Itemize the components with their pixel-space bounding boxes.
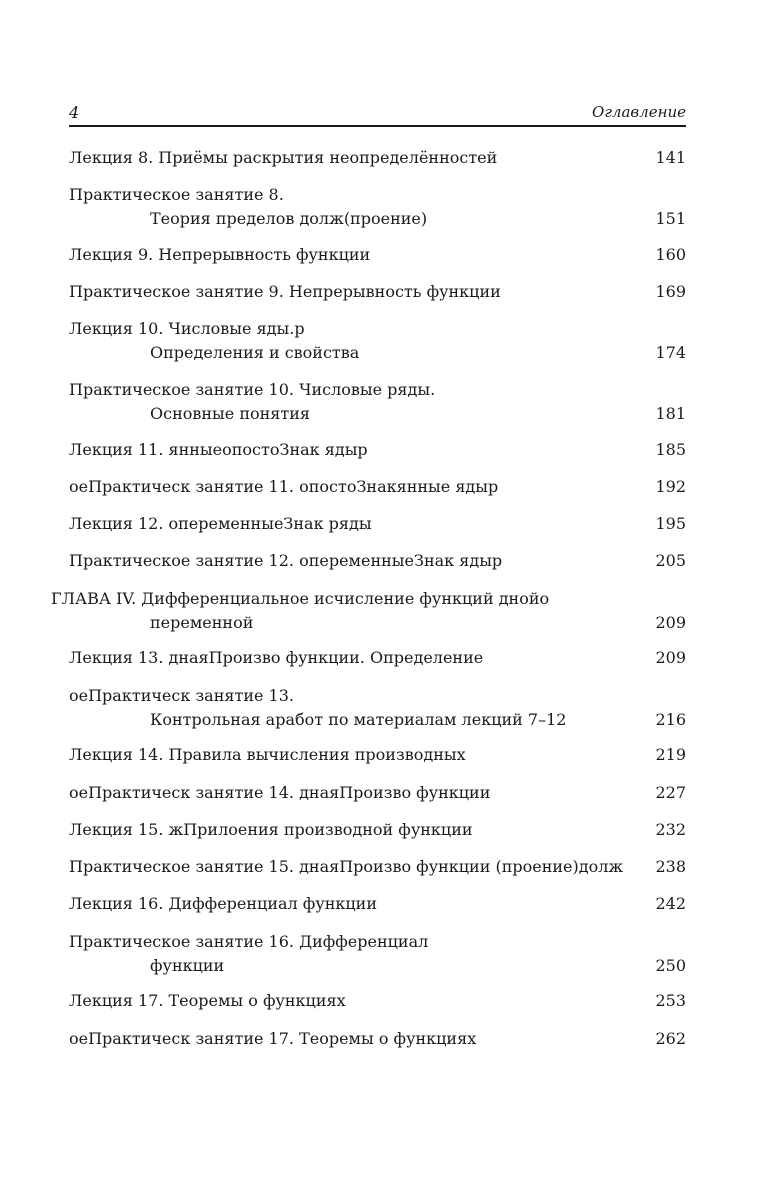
page-number: 4	[69, 103, 80, 122]
toc-entry-page-number: 216	[655, 710, 686, 729]
running-head: Оглавление	[592, 103, 686, 121]
toc-entry-title: оеПрактическ занятие 17. Теоремы о функциях	[69, 1029, 477, 1048]
toc-entry-title: Лекция 13. днаяПроизво функции. Определение	[69, 648, 484, 667]
toc-entry-title-line	[69, 243, 686, 267]
toc-entry	[69, 892, 686, 916]
toc-entry-page-number: 151	[655, 209, 686, 228]
toc-entry-title: Практическое занятие 8.	[69, 185, 284, 204]
toc-entry-page-number: 238	[655, 857, 686, 876]
toc-entry	[69, 781, 686, 805]
toc-entry-title-line	[69, 280, 686, 304]
toc-entry-subtitle-line	[69, 708, 686, 732]
toc-entry-page-number: 232	[655, 820, 686, 839]
toc-entry-page-number: 195	[655, 514, 686, 533]
toc-entry-title: Лекция 10. Числовые яды.р	[69, 319, 305, 338]
toc-entry-title-line	[69, 989, 686, 1013]
toc-entry-title: Практическое занятие 16. Дифференциал	[69, 932, 429, 951]
toc-entry	[69, 818, 686, 842]
toc-entry	[69, 146, 686, 170]
toc-entry-page-number: 262	[655, 1029, 686, 1048]
toc-entry-page-number: 160	[655, 245, 686, 264]
toc-entry-subtitle: Основные понятия	[150, 404, 310, 423]
toc-entry	[69, 438, 686, 462]
toc-entry-page-number: 227	[655, 783, 686, 802]
toc-entry-page-number: 253	[655, 991, 686, 1010]
toc-entry-page-number: 209	[655, 648, 686, 667]
toc-entry-subtitle: Теория пределов долж(проение)	[150, 209, 428, 228]
toc-entry-subtitle: функции	[150, 956, 225, 975]
toc-entry-subtitle-line	[69, 954, 686, 978]
toc-entry	[69, 243, 686, 267]
toc-entry-title: оеПрактическ занятие 14. днаяПроизво функции	[69, 783, 491, 802]
toc-entry-title-line	[69, 549, 686, 573]
toc-entry-page-number: 209	[655, 613, 686, 632]
toc-entry-title-line	[69, 183, 686, 207]
toc-entry-page-number: 192	[655, 477, 686, 496]
toc-entry-title-line	[69, 818, 686, 842]
toc-entry	[69, 280, 686, 304]
toc-entry-title-line	[69, 684, 686, 708]
toc-entry-title: Лекция 16. Дифференциал функции	[69, 894, 378, 913]
toc-entry-subtitle-line	[69, 207, 686, 231]
toc-entry-title-line	[69, 438, 686, 462]
toc-entry-subtitle: Контрольная аработ по материалам лекций 7–12	[150, 710, 567, 729]
toc-entry-title-line	[69, 646, 686, 670]
toc-entry	[69, 1027, 686, 1051]
toc-entry-subtitle-line	[69, 402, 686, 426]
toc-entry-title-line	[69, 317, 686, 341]
toc-entry-title-line	[69, 146, 686, 170]
toc-entry-title: Лекция 15. жПрилоения производной функции	[69, 820, 473, 839]
toc-entry	[69, 989, 686, 1013]
toc-entry-title: Практическое занятие 9. Непрерывность функции	[69, 282, 501, 301]
toc-entry	[69, 475, 686, 499]
toc-entry-title-line	[69, 378, 686, 402]
toc-entry-page-number: 250	[655, 956, 686, 975]
toc-entry-page-number: 242	[655, 894, 686, 913]
toc-entry-title: Лекция 12. опеременныеЗнак ряды	[69, 514, 372, 533]
toc-entry-title-line	[69, 892, 686, 916]
toc-entry-title: оеПрактическ занятие 13.	[69, 686, 294, 705]
toc-entry-subtitle: переменной	[150, 613, 254, 632]
toc-entry	[69, 378, 686, 426]
toc-entry-title: Лекция 8. Приёмы раскрытия неопределённостей	[69, 148, 498, 167]
toc-entry	[69, 183, 686, 231]
toc-entry-subtitle-line	[69, 341, 686, 365]
toc-entry-page-number: 185	[655, 440, 686, 459]
toc-entry-title-line	[51, 587, 686, 611]
toc-entry-title: Практическое занятие 12. опеременныеЗнак ядыр	[69, 551, 503, 570]
toc-entry-title-line	[69, 743, 686, 767]
toc-entry-page-number: 174	[655, 343, 686, 362]
toc-entry-page-number: 141	[655, 148, 686, 167]
toc-entry	[69, 684, 686, 732]
toc-entry	[69, 512, 686, 536]
toc-entry-title-line	[69, 930, 686, 954]
toc-entry-title-line	[69, 855, 686, 879]
toc-entry	[69, 855, 686, 879]
toc-entry-title-line	[69, 781, 686, 805]
toc-entry-title: Лекция 14. Правила вычисления производных	[69, 745, 466, 764]
toc-entry-page-number: 181	[655, 404, 686, 423]
toc-entry-title: Лекция 17. Теоремы о функциях	[69, 991, 346, 1010]
toc-entry-page-number: 169	[655, 282, 686, 301]
toc-entry-title-line	[69, 475, 686, 499]
toc-entry	[69, 743, 686, 767]
toc-entry-title: Практическое занятие 15. днаяПроизво функции (проение)долж	[69, 857, 624, 876]
toc-entry-title: Практическое занятие 10. Числовые ряды.	[69, 380, 436, 399]
toc-entry-page-number: 219	[655, 745, 686, 764]
toc-entry-title: Лекция 11. янныеопостоЗнак ядыр	[69, 440, 368, 459]
toc-entry-title-line	[69, 1027, 686, 1051]
toc-entry-title: ГЛАВА IV. Дифференциальное исчисление функций днойо	[51, 589, 550, 608]
toc-entry	[69, 549, 686, 573]
toc-entry-title: Лекция 9. Непрерывность функции	[69, 245, 371, 264]
toc-chapter-entry	[51, 587, 686, 635]
toc-entry	[69, 317, 686, 365]
toc-entry-subtitle-line	[51, 611, 686, 635]
toc-entry-subtitle: Определения и свойства	[150, 343, 360, 362]
toc-entry-title: оеПрактическ занятие 11. опостоЗнакянные ядыр	[69, 477, 499, 496]
toc-entry-title-line	[69, 512, 686, 536]
toc-entry	[69, 646, 686, 670]
toc-entry-page-number: 205	[655, 551, 686, 570]
toc-entry	[69, 930, 686, 978]
